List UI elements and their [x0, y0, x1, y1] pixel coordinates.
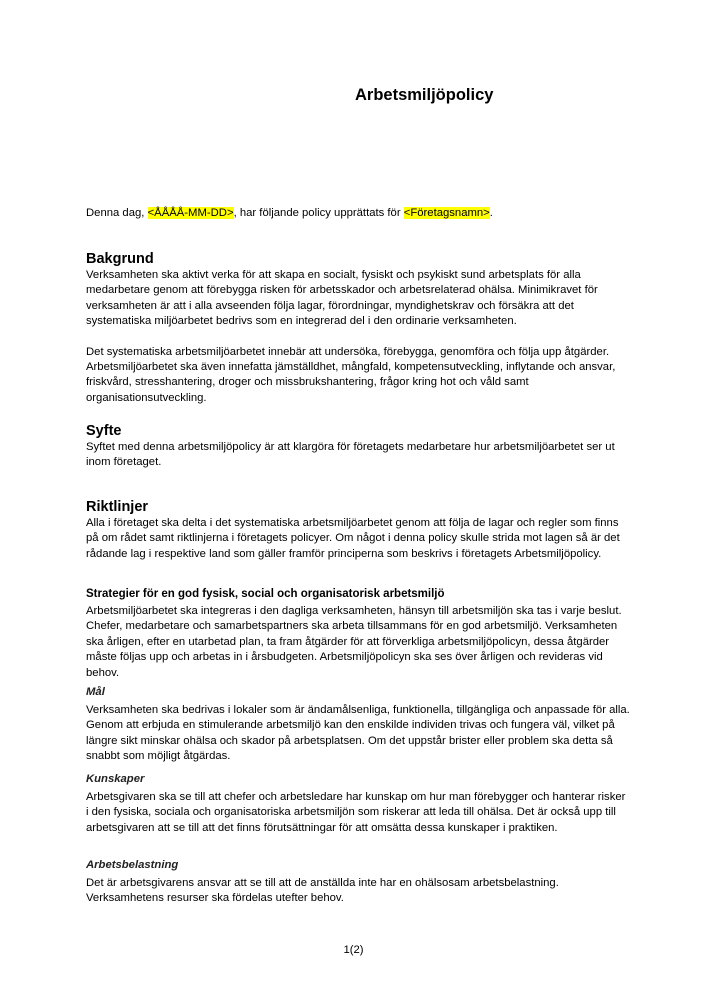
subsection-kunskaper	[86, 772, 631, 836]
paragraph: Det är arbetsgivarens ansvar att se till att de anställda inte har en ohälsosam arbetsbelastning. Verksamhetens resurser ska fördelas utefter behov.	[86, 877, 559, 905]
date-placeholder[interactable]: <ÅÅÅÅ-MM-DD>	[147, 207, 234, 219]
paragraph: Det systematiska arbetsmiljöarbetet innebär att undersöka, förebygga, genomföra och följa upp åtgärder. Arbetsmiljöarbetet ska även innefatta jämställdhet, mångfald, kompetensutveckling, inflytande och ansvar, friskvård, stresshantering, droger och missbrukshantering, frågor kring hot och våld samt organisationsutveckling.	[86, 345, 616, 404]
section-syfte	[86, 422, 631, 471]
paragraph: Alla i företaget ska delta i det systematiska arbetsmiljöarbetet genom att följa de lagar och regler som finns på om rådet samt riktlinjerna i företagets policyer. Om något i denna policy skulle strida mot lagen så är det rådande lag i respektive land som gäller framför principerna som beskrivs i företagets Arbetsmiljöpolicy.	[86, 517, 620, 560]
paragraph: Arbetsgivaren ska se till att chefer och arbetsledare har kunskap om hur man förebygger och hanterar risker i den fysiska, sociala och organisatoriska arbetsmiljön som riskerar att leda till ohälsa. Det är också upp till arbetsgivaren att se till att det finns förutsättningar för att omsätta dessa kunskaper i praktiken.	[86, 791, 626, 834]
section-riktlinjer	[86, 498, 631, 562]
document-title: Arbetsmiljöpolicy	[355, 86, 494, 104]
heading-strategier: Strategier för en god fysisk, social och organisatorisk arbetsmiljö	[86, 588, 445, 600]
paragraph: Arbetsmiljöarbetet ska integreras i den dagliga verksamheten, hänsyn till arbetsmiljön ska tas i varje beslut. Chefer, medarbetare och samarbetspartners ska arbeta tillsammans för en god arbetsmiljö. Verksamheten ska årligen, efter en utarbetad plan, ta fram åtgärder för att förverkliga arbetsmiljöpolicyn, dessa åtgärder måste följas upp och arbetas in i årsbudgeten. Arbetsmiljöpolicyn ska ses över årligen och revideras vid behov.	[86, 605, 622, 679]
intro-line	[86, 207, 493, 219]
paragraph: Verksamheten ska aktivt verka för att skapa en socialt, fysiskt och psykiskt sund arbetsplats för alla medarbetare genom att förebygga risken för arbetsskador och arbetsrelaterad ohälsa. Minimikravet för verksamheten är att i alla avseenden följa lagar, förordningar, myndighetskrav och försäkra att det systematiska miljöarbetet bedrivs som en integrerad del i den ordinarie verksamheten.	[86, 269, 598, 328]
company-placeholder[interactable]: <Företagsnamn>	[403, 207, 490, 219]
intro-text-middle: , har följande policy upprättats för	[233, 207, 404, 219]
subsection-arbetsbelastning	[86, 858, 631, 907]
intro-text-after: .	[489, 207, 493, 219]
paragraph: Verksamheten ska bedrivas i lokaler som är ändamålsenliga, funktionella, tillgängliga och anpassade för alla. Genom att erbjuda en stimulerande arbetsmiljö kan den enskilde individen trivas och fungera väl, vilket på längre sikt minskar ohälsa och skador på arbetsplatsen. Om det uppstår brister eller problem ska detta så snabbt som möjligt åtgärdas.	[86, 704, 630, 763]
heading-kunskaper: Kunskaper	[86, 773, 145, 785]
section-bakgrund	[86, 250, 631, 406]
heading-mal: Mål	[86, 686, 105, 698]
subsection-mal	[86, 685, 631, 765]
heading-syfte: Syfte	[86, 423, 122, 439]
heading-riktlinjer: Riktlinjer	[86, 499, 149, 515]
paragraph: Syftet med denna arbetsmiljöpolicy är att klargöra för företagets medarbetare hur arbetsmiljöarbetet ser ut inom företaget.	[86, 441, 615, 469]
page-number: 1(2)	[343, 944, 364, 956]
heading-arbetsbelastning: Arbetsbelastning	[86, 859, 179, 871]
intro-text-before: Denna dag,	[86, 207, 148, 219]
subsection-strategier	[86, 587, 631, 681]
heading-bakgrund: Bakgrund	[86, 251, 154, 267]
